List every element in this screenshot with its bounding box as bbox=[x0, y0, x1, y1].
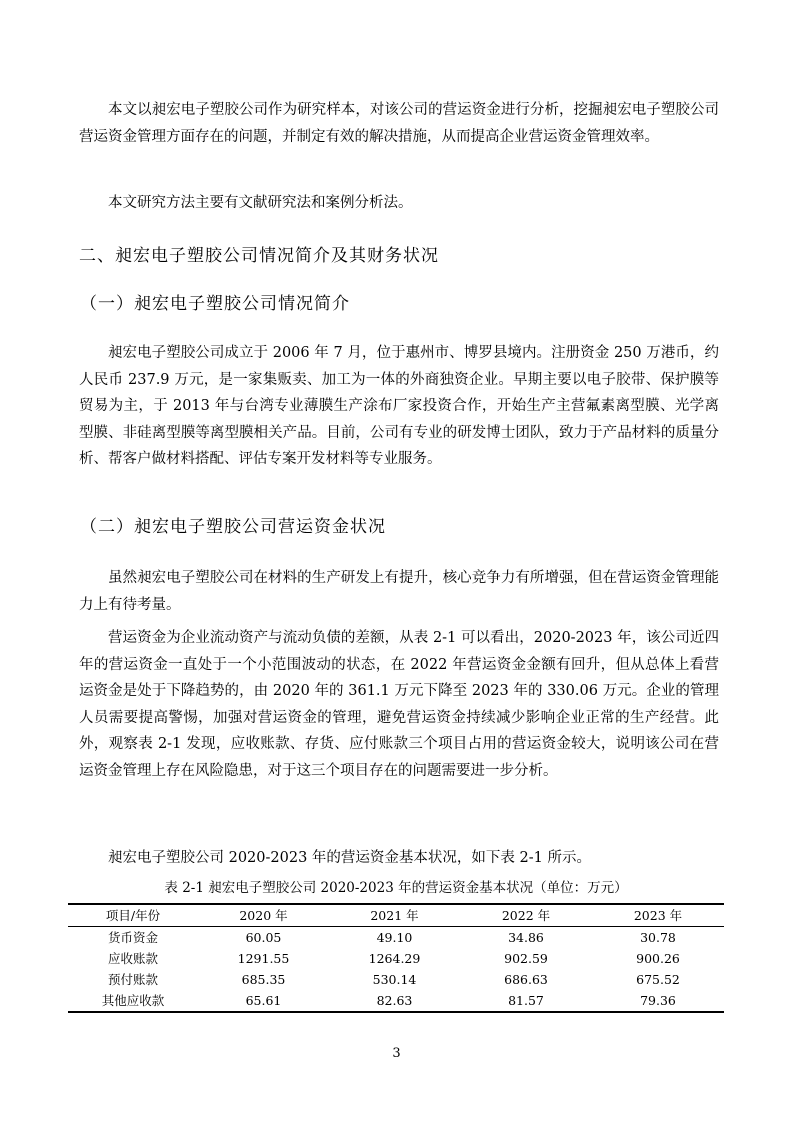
table-cell: 81.57 bbox=[508, 993, 544, 1008]
table-header-row bbox=[68, 904, 724, 927]
intro-paragraph-research-method: 本文研究方法主要有文献研究法和案例分析法。 bbox=[108, 195, 413, 211]
table-cell: 1264.29 bbox=[368, 951, 421, 966]
subsection-heading-company-intro: （一）昶宏电子塑胶公司情况简介 bbox=[80, 294, 350, 314]
table-header-cell: 项目/年份 bbox=[105, 908, 161, 923]
table-cell: 49.10 bbox=[376, 930, 413, 945]
table-cell: 预付账款 bbox=[107, 972, 158, 987]
page-number: 3 bbox=[392, 1046, 401, 1061]
table-header-cell: 2021 年 bbox=[370, 908, 419, 923]
table-cell: 900.26 bbox=[636, 951, 680, 966]
table-row bbox=[68, 948, 724, 969]
company-intro-paragraph: 昶宏电子塑胶公司成立于 2006 年 7 月，位于惠州市、博罗县境内。注册资金 250 万港币，约人民币 237.9 万元，是一家集贩卖、加工为一体的外商独资企业。早期主要以电子胶带、保护膜等贸易为主，于 2013 年与台湾专业薄膜生产涂布厂家投资合作，开始生产主营氟素离型膜、光学离型膜、非硅离型膜等离型膜相关产品。目前，公司有专业的研发博士团队，致力于产品材料的质量分析、帮客户做材料搭配、评估专案开发材料等专业服务。 bbox=[79, 345, 719, 467]
working-capital-paragraph-intro: 虽然昶宏电子塑胶公司在材料的生产研发上有提升，核心竞争力有所增强，但在营运资金管理能力上有待考量。 bbox=[79, 570, 719, 613]
table-cell: 34.86 bbox=[508, 930, 544, 945]
table-cell: 675.52 bbox=[636, 972, 680, 987]
working-capital-table bbox=[68, 903, 724, 1013]
table-row bbox=[68, 990, 724, 1012]
table-header-cell: 2022 年 bbox=[501, 908, 551, 923]
table-cell: 应收账款 bbox=[107, 951, 158, 966]
working-capital-paragraph-analysis: 营运资金为企业流动资产与流动负债的差额，从表 2-1 可以看出，2020-2023 年，该公司近四年的营运资金一直处于一个小范围波动的状态，在 2022 年营运资金金额有回升，但从总体上看营运资金是处于下降趋势的，由 2020 年的 361.1 万元下降至 2023 年的 330.06 万元。企业的管理人员需要提高警惕，加强对营运资金的管理，避免营运资金持续减少影响企业正常的生产经营。此外，观察表 2-1 发现，应收账款、存货、应付账款三个项目占用的营运资金较大，说明该公司在营运资金管理上存在风险隐患，对于这三个项目存在的问题需要进一步分析。 bbox=[79, 630, 719, 779]
intro-paragraph-research-sample: 本文以昶宏电子塑胶公司作为研究样本，对该公司的营运资金进行分析，挖掘昶宏电子塑胶公司营运资金管理方面存在的问题，并制定有效的解决措施，从而提高企业营运资金管理效率。 bbox=[79, 102, 719, 145]
table-cell: 60.05 bbox=[245, 930, 282, 945]
table-cell: 79.36 bbox=[640, 993, 676, 1008]
table-cell: 30.78 bbox=[640, 930, 676, 945]
table-cell: 65.61 bbox=[245, 993, 282, 1008]
table-row bbox=[68, 927, 724, 949]
table-row bbox=[68, 969, 724, 990]
table-cell: 686.63 bbox=[504, 972, 548, 987]
subsection-heading-working-capital: （二）昶宏电子塑胶公司营运资金状况 bbox=[80, 517, 386, 537]
table-header-cell: 2020 年 bbox=[239, 908, 288, 923]
table-cell: 902.59 bbox=[504, 951, 548, 966]
table-cell: 685.35 bbox=[241, 972, 286, 987]
table-cell: 82.63 bbox=[376, 993, 413, 1008]
table-cell: 其他应收款 bbox=[101, 993, 165, 1008]
section-heading: 二、昶宏电子塑胶公司情况简介及其财务状况 bbox=[79, 246, 439, 266]
table-cell: 1291.55 bbox=[237, 951, 290, 966]
table-cell: 货币资金 bbox=[107, 930, 158, 945]
table-caption: 表 2-1 昶宏电子塑胶公司 2020-2023 年的营运资金基本状况（单位：万元） bbox=[164, 880, 628, 896]
table-cell: 530.14 bbox=[372, 972, 417, 987]
table-reference-paragraph: 昶宏电子塑胶公司 2020-2023 年的营运资金基本状况，如下表 2-1 所示。 bbox=[108, 850, 591, 866]
table-header-cell: 2023 年 bbox=[633, 908, 683, 923]
